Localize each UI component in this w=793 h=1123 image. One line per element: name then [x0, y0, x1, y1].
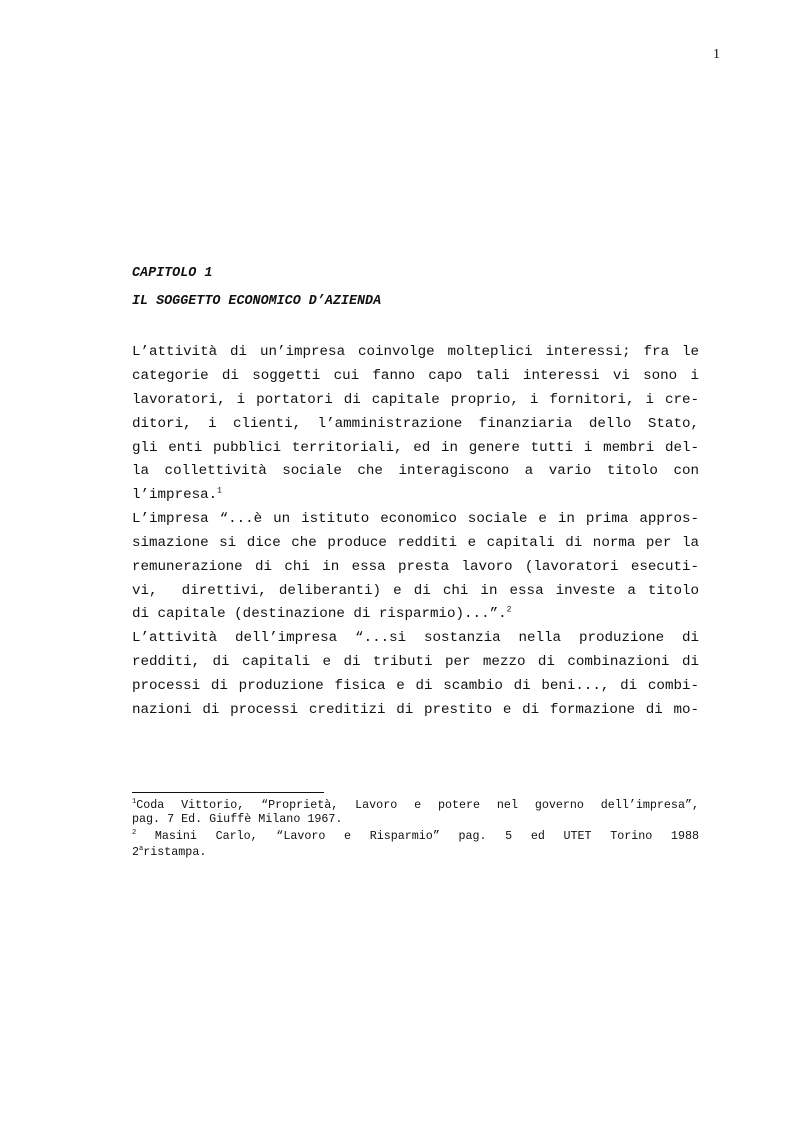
- ordinal-indicator: a: [139, 845, 144, 854]
- body-line: L’impresa “...è un istituto economico sociale e in prima appros-: [132, 511, 699, 527]
- chapter-title: IL SOGGETTO ECONOMICO D’AZIENDA: [132, 294, 382, 309]
- body-line: simazione si dice che produce redditi e capitali di norma per la: [132, 535, 699, 551]
- footnote-separator: [132, 792, 324, 793]
- page-number: 1: [713, 47, 720, 62]
- footnote-ref: 1: [217, 486, 222, 496]
- footnote-marker: 2: [132, 829, 137, 838]
- body-line: redditi, di capitali e di tributi per mezzo di combinazioni di: [132, 654, 699, 670]
- body-line: processi di produzione fisica e di scambio di beni..., di combi-: [132, 678, 699, 694]
- body-line: L’attività di un’impresa coinvolge molteplici interessi; fra le: [132, 344, 699, 360]
- body-line: [132, 483, 699, 507]
- body-line: L’attività dell’impresa “...si sostanzia nella produzione di: [132, 630, 699, 646]
- footnote-1-cont: pag. 7 Ed. Giuffè Milano 1967.: [132, 812, 343, 826]
- body-line: gli enti pubblici territoriali, ed in genere tutti i membri del-: [132, 440, 699, 456]
- footnote-text: 2: [132, 845, 140, 859]
- chapter-label: CAPITOLO 1: [132, 266, 213, 281]
- footnote-text: Masini Carlo, “Lavoro e Risparmio” pag. 5 ed UTET Torino 1988: [136, 829, 699, 843]
- footnote-ref: 2: [506, 605, 512, 615]
- footnote-marker: 1: [132, 798, 137, 807]
- body-line: remunerazione di chi in essa presta lavoro (lavoratori esecuti-: [132, 559, 699, 575]
- body-line: vi, direttivi, deliberanti) e di chi in essa investe a titolo: [132, 583, 699, 599]
- footnote-2: [132, 829, 699, 843]
- footnote-text: ristampa.: [143, 845, 207, 859]
- footnote-1: [132, 798, 699, 812]
- body-line: categorie di soggetti cui fanno capo tali interessi vi sono i: [132, 368, 699, 384]
- footnote-text: Coda Vittorio, “Proprietà, Lavoro e potere nel governo dell’impresa”,: [136, 798, 699, 812]
- body-line: la collettività sociale che interagiscono a vario titolo con: [132, 463, 699, 479]
- body-line: lavoratori, i portatori di capitale proprio, i fornitori, i cre-: [132, 392, 699, 408]
- footnote-2-cont: [132, 845, 699, 859]
- body-line-text: l’impresa.: [132, 487, 218, 503]
- body-line: ditori, i clienti, l’amministrazione finanziaria dello Stato,: [132, 416, 699, 432]
- body-line: [132, 602, 699, 626]
- body-line-text: di capitale (destinazione di risparmio)...”.: [132, 606, 507, 622]
- body-line: nazioni di processi creditizi di prestito e di formazione di mo-: [132, 702, 699, 718]
